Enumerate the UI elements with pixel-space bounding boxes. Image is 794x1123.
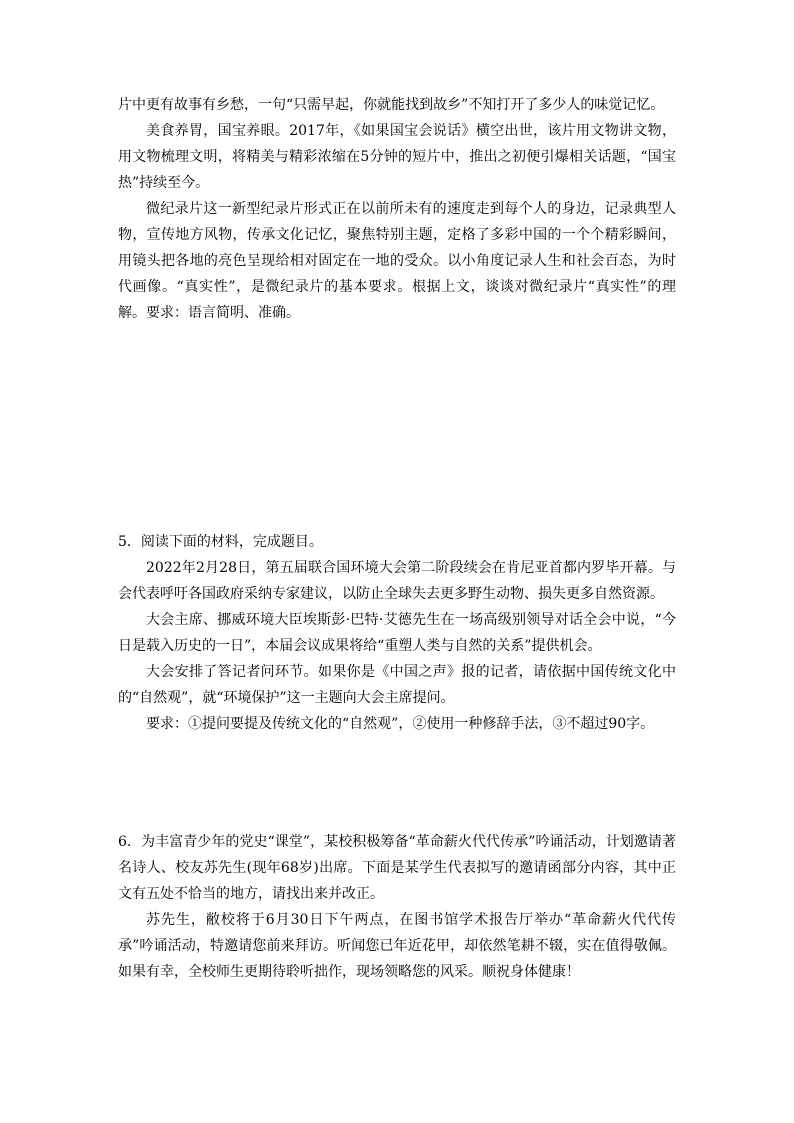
paragraph: 片中更有故事有乡愁，一句“只需早起，你就能找到故乡”不知打开了多少人的味觉记忆。 xyxy=(118,97,665,113)
paragraph: 美食养胃，国宝养眼。2017年，《如果国宝会说话》横空出世，该片用文物讲文物，用文物梳理文明，将精美与精彩浓缩在5分钟的短片中，推出之初便引爆相关话题，“国宝热”持续至今。 xyxy=(118,123,676,191)
question-heading: 5．阅读下面的材料，完成题目。 xyxy=(118,534,323,550)
paragraph: 苏先生，敝校将于6月30日下午两点，在图书馆学术报告厅举办“革命薪火代代传承”吟诵活动，特邀请您前来拜访。听闻您已年近花甲，却依然笔耕不辍，实在值得敬佩。如果有幸，全校师生更期待聆听拙作，现场领略您的风采。顺祝身体健康！ xyxy=(118,912,676,980)
paragraph: 2022年2月28日，第五届联合国环境大会第二阶段续会在肯尼亚首都内罗毕开幕。与会代表呼吁各国政府采纳专家建议，以防止全球失去更多野生动物、损失更多自然资源。 xyxy=(118,560,676,602)
question-heading: 6．为丰富青少年的党史“课堂”，某校积极筹备“革命薪火代代传承”吟诵活动，计划邀请著名诗人、校友苏先生(现年68岁)出席。下面是某学生代表拟写的邀请函部分内容，其中正文有五处不恰当的地方，请找出来并改正。 xyxy=(118,834,676,902)
paragraph: 大会主席、挪威环境大臣埃斯彭·巴特·艾德先生在一场高级别领导对话全会中说，“今日是载入历史的一日”，本届会议成果将给“重塑人类与自然的关系”提供机会。 xyxy=(118,612,676,654)
paragraph: 微纪录片这一新型纪录片形式正在以前所未有的速度走到每个人的身边，记录典型人物，宣传地方风物，传承文化记忆，聚焦特别主题，定格了多彩中国的一个个精彩瞬间，用镜头把各地的亮色呈现给相对固定在一地的受众。以小角度记录人生和社会百态，为时代画像。“真实性”，是微纪录片的基本要求。根据上文，谈谈对微纪录片“真实性”的理解。要求：语言简明、准确。 xyxy=(118,201,676,321)
paragraph: 要求：①提问要提及传统文化的“自然观”，②使用一种修辞手法，③不超过90字。 xyxy=(146,716,655,732)
paragraph: 大会安排了答记者问环节。如果你是《中国之声》报的记者，请依据中国传统文化中的“自然观”，就“环境保护”这一主题向大会主席提问。 xyxy=(118,664,676,706)
question-6 xyxy=(118,829,676,985)
section-micro-documentary xyxy=(118,92,676,326)
question-5 xyxy=(118,529,676,737)
